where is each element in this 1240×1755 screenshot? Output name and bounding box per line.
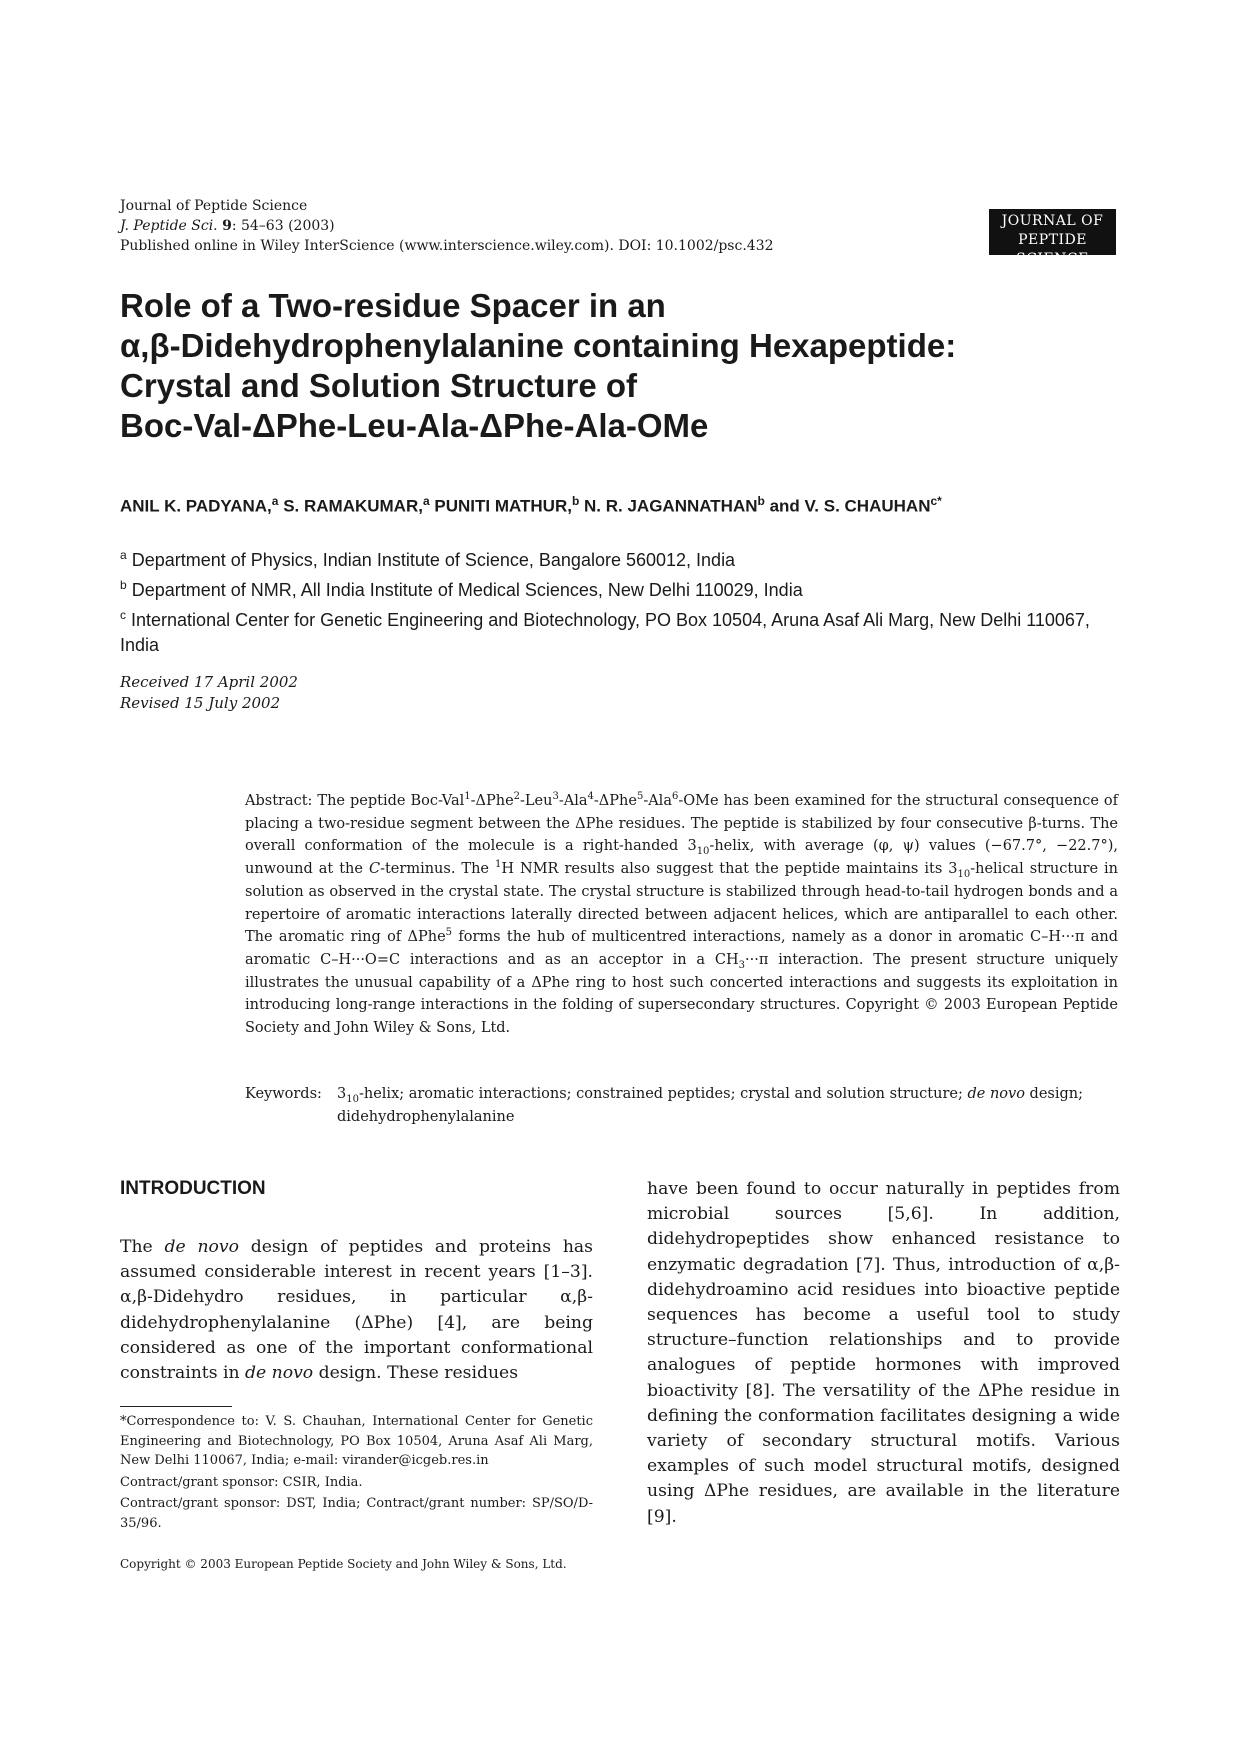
- abstract-sup: 1: [495, 859, 502, 871]
- abstract-text: -helical structure in solution as observed in the crystal state. The crystal structure is stabilized through head-to-tail hydrogen bonds and a repertoire of aromatic interactions laterally directed between adjacent helices, which are antiparallel to each other. The aromatic ring of ΔPhe: [245, 861, 1119, 946]
- affiliation-mark: a: [120, 548, 127, 562]
- keyword-text: -helix; aromatic interactions; constrained peptides; crystal and solution structure;: [358, 1086, 968, 1102]
- abstract-sup: 6: [671, 791, 679, 803]
- abstract-text: -helix, with average (φ, ψ) values (−67.7°, −22.7°), unwound at the: [245, 838, 1118, 878]
- affiliation-mark: c: [120, 608, 126, 622]
- author-affil-mark: a: [271, 494, 279, 508]
- abstract-italic: C: [368, 861, 381, 878]
- author-name: PUNITI MATHUR,: [434, 496, 572, 516]
- copyright-notice: Copyright © 2003 European Peptide Society and John Wiley & Sons, Ltd.: [120, 1557, 567, 1571]
- article-title: [120, 286, 1120, 446]
- abstract-sub: 10: [696, 846, 710, 858]
- abstract-sup: 5: [445, 927, 453, 939]
- abstract-text: -Ala: [558, 793, 588, 809]
- title-line-1: Role of a Two-residue Spacer in an: [120, 287, 666, 324]
- title-line-4: Boc-Val-ΔPhe-Leu-Ala-ΔPhe-Ala-OMe: [120, 407, 709, 444]
- abstract-sup: 3: [552, 791, 559, 803]
- keywords-text: [337, 1083, 1118, 1128]
- keywords: [245, 1083, 1118, 1128]
- title-line-3: Crystal and Solution Structure of: [120, 367, 638, 404]
- affiliation-text: International Center for Genetic Engineering and Biotechnology, PO Box 10504, Aruna Asaf Ali Marg, New Delhi 110067, India: [120, 610, 1090, 655]
- intro-italic: de novo: [245, 1363, 314, 1384]
- journal-volume: 9: [222, 218, 232, 234]
- abstract-text: The peptide Boc-Val: [317, 793, 465, 809]
- abstract-text: -ΔPhe: [470, 793, 514, 809]
- affiliation: [120, 603, 1120, 658]
- journal-logo: [989, 209, 1116, 267]
- article-dates: [120, 672, 298, 714]
- affiliation-text: Department of Physics, Indian Institute of Science, Bangalore 560012, India: [131, 550, 736, 570]
- author-name: N. R. JAGANNATHAN: [584, 496, 758, 516]
- introduction-right-column: have been found to occur naturally in peptides from microbial sources [5,6]. In addition, didehydropeptides show enhanced resistance to enzymatic degradation [7]. Thus, introduction of α,β-didehydroamino acid residues into bioactive peptide sequences has become a useful tool to study structure–function relationships and to provide analogues of peptide hormones with improved bioactivity [8]. The versatility of the ΔPhe residue in defining the conformation facilitates designing a wide variety of secondary structural motifs. Various examples of such model structural motifs, designed using ΔPhe residues, are available in the literature [9].: [647, 1179, 1120, 1527]
- intro-text: design. These residues: [313, 1363, 519, 1384]
- intro-text: The: [120, 1237, 165, 1257]
- logo-line-1: JOURNAL OF: [1001, 213, 1104, 229]
- keyword-italic: de novo: [967, 1086, 1025, 1102]
- abstract-text: ···π interaction. The present structure uniquely illustrates the unusual capability of a ΔPhe ring to host such concerted interactions and suggests its exploitation in introducing long-range interactions in the folding of supersecondary structures. Copyright © 2003 European Peptide Society and John Wiley & Sons, Ltd.: [245, 951, 1118, 1037]
- abstract-sup: 2: [513, 791, 521, 803]
- affiliation: [120, 543, 1120, 573]
- affiliation-list: [120, 543, 1120, 658]
- keyword-sub: 10: [346, 1093, 359, 1105]
- logo-line-2: PEPTIDE SCIENCE: [1016, 232, 1089, 267]
- abstract-text: H NMR results also suggest that the peptide maintains its 3: [501, 861, 958, 878]
- abstract-text: -OMe has been examined for the structural consequence of placing a two-residue segment between the ΔPhe residues. The peptide is stabilized by four consecutive β-turns. The overall conformation of the molecule is a right-handed 3: [245, 793, 1118, 855]
- author-name: and V. S. CHAUHAN: [769, 496, 931, 516]
- revised-date: Revised 15 July 2002: [120, 694, 281, 712]
- journal-header: [120, 196, 774, 256]
- abstract-text: -Ala: [643, 793, 672, 809]
- abstract-sub: 10: [957, 869, 971, 880]
- author-affil-mark: c*: [930, 494, 942, 508]
- abstract-text: -Leu: [520, 793, 553, 809]
- author-name: ANIL K. PADYANA,: [120, 496, 272, 516]
- author-list: [120, 494, 1120, 517]
- journal-citation: [120, 216, 774, 236]
- correspondence-note: *Correspondence to: V. S. Chauhan, International Center for Genetic Engineering and Biotechnology, PO Box 10504, Aruna Asaf Ali Marg, New Delhi 110067, India; e-mail: virander@icgeb.res.in: [120, 1414, 593, 1468]
- footnote-divider: [120, 1406, 232, 1407]
- grant-note: Contract/grant sponsor: DST, India; Contract/grant number: SP/SO/D-35/96.: [120, 1496, 593, 1531]
- abstract-text: -terminus. The: [380, 861, 496, 878]
- intro-text: design of peptides and proteins has assumed considerable interest in recent years [1–3]. α,β-Didehydro residues, in particular α,β-didehydrophenylalanine (ΔPhe) [4], are being considered as one of the important conformational constraints in: [120, 1237, 593, 1384]
- abstract-text: -ΔPhe: [593, 793, 637, 809]
- journal-abbreviation: J. Peptide Sci.: [120, 218, 218, 234]
- author-name: S. RAMAKUMAR,: [283, 496, 423, 516]
- abstract-sup: 4: [587, 791, 594, 803]
- journal-name: Journal of Peptide Science: [120, 198, 308, 214]
- author-affil-mark: b: [757, 494, 765, 508]
- keyword-text: design; didehydrophenylalanine: [337, 1086, 1083, 1125]
- abstract-sub: 3: [738, 959, 746, 971]
- abstract-sup: 5: [636, 791, 644, 803]
- affiliation-text: Department of NMR, All India Institute of Medical Sciences, New Delhi 110029, India: [131, 580, 803, 600]
- title-line-2: α,β-Didehydrophenylalanine containing Hexapeptide:: [120, 327, 957, 364]
- footnotes: [120, 1412, 593, 1535]
- abstract-sup: 1: [464, 791, 471, 803]
- affiliation-mark: b: [120, 578, 127, 592]
- affiliation: [120, 573, 1120, 603]
- grant-note: Contract/grant sponsor: CSIR, India.: [120, 1474, 363, 1490]
- author-affil-mark: a: [422, 494, 430, 508]
- introduction-left-column: [120, 1235, 593, 1386]
- abstract: [245, 790, 1118, 1040]
- intro-italic: de novo: [164, 1237, 239, 1257]
- keyword-text: 3: [337, 1086, 347, 1102]
- abstract-label: Abstract:: [245, 793, 313, 809]
- received-date: Received 17 April 2002: [120, 673, 298, 691]
- author-affil-mark: b: [571, 494, 580, 508]
- keywords-label: Keywords:: [245, 1086, 322, 1102]
- abstract-text: forms the hub of multicentred interactions, namely as a donor in aromatic C–H···π and aromatic C–H···O=C interactions and as an acceptor in a CH: [245, 929, 1119, 968]
- publication-info: Published online in Wiley InterScience (www.interscience.wiley.com). DOI: 10.1002/psc.432: [120, 238, 774, 254]
- introduction-heading: INTRODUCTION: [120, 1178, 266, 1199]
- journal-pages-year: : 54–63 (2003): [231, 218, 335, 234]
